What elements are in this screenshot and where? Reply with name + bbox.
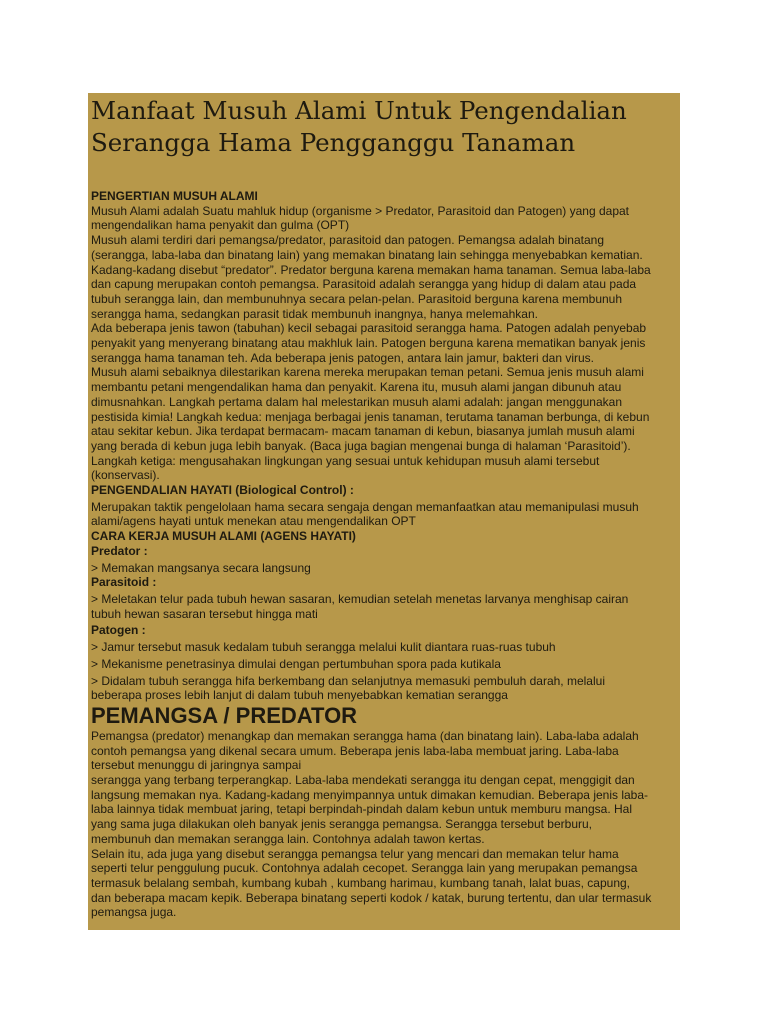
document-body	[91, 189, 679, 920]
body-text-line: > Jamur tersebut masuk kedalam tubuh serangga melalui kulit diantara ruas-ruas tubuh	[91, 640, 556, 655]
body-text-line: serangga hama, sedangkan parasit tidak membunuh inangnya, hanya melemahkan.	[91, 306, 538, 321]
body-text-line: alami/agens hayati untuk menekan atau mengendalikan OPT	[91, 514, 416, 529]
body-text-line: Langkah ketiga: mengusahakan lingkungan yang sesuai untuk kehidupan musuh alami tersebut	[91, 453, 600, 468]
body-text-line: serangga hama tanaman teh. Ada beberapa jenis patogen, antara lain jamur, bakteri dan virus.	[91, 350, 594, 365]
body-text-line: tubuh serangga lain, dan membunuhnya secara pelan-pelan. Parasitoid berguna karena membunuh	[91, 291, 623, 306]
body-text-line: Pemangsa (predator) menangkap dan memakan serangga hama (dan binatang lain). Laba-laba adalah	[91, 728, 639, 743]
document-title	[91, 95, 677, 159]
body-text-line: Musuh alami terdiri dari pemangsa/predator, parasitoid dan patogen. Pemangsa adalah binatang	[91, 233, 604, 248]
section-heading: Parasitoid :	[91, 575, 157, 590]
body-text-line: penyakit yang menyerang binatang atau makhluk lain. Patogen berguna karena mematikan banyak jenis	[91, 336, 646, 351]
body-text-line: contoh pemangsa yang dikenal secara umum. Beberapa jenis laba-laba membuat jaring. Laba-laba	[91, 743, 619, 758]
body-text-line: membantu petani mengendalikan hama dan penyakit. Karena itu, musuh alami jangan dibunuh atau	[91, 380, 622, 395]
body-text-line: Merupakan taktik pengelolaan hama secara sengaja dengan memanfaatkan atau memanipulasi musuh	[91, 499, 639, 514]
body-text-line: dan capung merupakan contoh pemangsa. Parasitoid adalah serangga yang hidup di dalam atau pada	[91, 277, 637, 292]
body-text-line: serangga yang terbang terperangkap. Laba-laba mendekati serangga itu dengan cepat, menggigit dan	[91, 773, 635, 788]
body-text-line: termasuk belalang sembah, kumbang kubah , kumbang harimau, kumbang tanah, lalat buas, capung,	[91, 875, 631, 890]
body-text-line: beberapa proses lebih lanjut di dalam tubuh menyebabkan kematian serangga	[91, 688, 508, 703]
body-text-line: mengendalikan hama penyakit dan gulma (OPT)	[91, 218, 350, 233]
section-heading: PENGERTIAN MUSUH ALAMI	[91, 189, 258, 203]
body-text-line: Musuh Alami adalah Suatu mahluk hidup (organisme > Predator, Parasitoid dan Patogen) yang dapat	[91, 203, 630, 218]
body-text-line: pestisida kimia! Langkah kedua: menjaga berbagai jenis tanaman, terutama tanaman berbunga, di kebun	[91, 409, 650, 424]
body-text-line: tersebut menunggu di jaringnya sampai	[91, 758, 302, 773]
body-text-line: langsung memakan nya. Kadang-kadang menyimpannya untuk dimakan kemudian. Beberapa jenis laba-	[91, 787, 649, 802]
body-text-line: atau sekitar kebun. Jika terdapat bermacam- macam tanaman di kebun, biasanya jumlah musuh alami	[91, 424, 635, 439]
body-text-line: yang berada di kebun juga lebih banyak. (Baca juga bagian mengenai bunga di halaman ‘Parasitoid’).	[91, 438, 631, 453]
body-text-line: dan beberapa macam kepik. Beberapa binatang seperti kodok / katak, burung tertentu, dan ular termasuk	[91, 890, 652, 905]
body-text-line: laba lainnya tidak membuat jaring, tetapi berpindah-pindah dalam kebun untuk memburu mangsa. Hal	[91, 802, 632, 817]
body-text-line: pemangsa juga.	[91, 905, 177, 920]
body-text-line: Musuh alami sebaiknya dilestarikan karena mereka merupakan teman petani. Semua jenis musuh alami	[91, 365, 644, 380]
section-heading: CARA KERJA MUSUH ALAMI (AGENS HAYATI)	[91, 529, 356, 544]
body-text-line: tubuh hewan sasaran tersebut hingga mati	[91, 606, 318, 621]
body-text-line: Kadang-kadang disebut “predator”. Predator berguna karena memakan hama tanaman. Semua laba-laba	[91, 262, 651, 277]
body-text-line: > Didalam tubuh serangga hifa berkembang dan selanjutnya memasuki pembuluh darah, melalui	[91, 673, 605, 688]
body-text-line: dimusnahkan. Langkah pertama dalam hal melestarikan musuh alami adalah: jangan menggunakan	[91, 394, 622, 409]
section-heading: Patogen :	[91, 623, 146, 638]
body-text-line: Ada beberapa jenis tawon (tabuhan) kecil sebagai parasitoid serangga hama. Patogen adalah penyebab	[91, 321, 647, 336]
section-heading: PENGENDALIAN HAYATI (Biological Control) :	[91, 483, 354, 498]
body-text-line: yang sama juga dilakukan oleh banyak jenis serangga pemangsa. Serangga tersebut berburu,	[91, 817, 592, 832]
section-heading: Predator :	[91, 543, 148, 558]
body-text-line: Selain itu, ada juga yang disebut serangga pemangsa telur yang mencari dan memakan telur hama	[91, 846, 619, 861]
body-text-line: > Mekanisme penetrasinya dimulai dengan pertumbuhan spora pada kutikala	[91, 656, 501, 671]
body-text-line: > Meletakan telur pada tubuh hewan sasaran, kemudian setelah menetas larvanya menghisap cairan	[91, 591, 629, 606]
section-heading-large: PEMANGSA / PREDATOR	[91, 702, 358, 728]
body-text-line: seperti telur penggulung pucuk. Contohnya adalah cecopet. Serangga lain yang merupakan pemangsa	[91, 861, 638, 876]
body-text-line: (konservasi).	[91, 468, 160, 483]
title-line: Serangga Hama Pengganggu Tanaman	[91, 128, 576, 157]
body-text-line: membunuh dan memakan serangga lain. Contohnya adalah tawon kertas.	[91, 831, 485, 846]
body-text-line: > Memakan mangsanya secara langsung	[91, 560, 311, 575]
body-text-line: (serangga, laba-laba dan binatang lain) yang memakan binatang lain sehingga menyebabkan kematian.	[91, 247, 643, 262]
document-page	[88, 93, 680, 930]
title-line: Manfaat Musuh Alami Untuk Pengendalian	[91, 96, 627, 125]
